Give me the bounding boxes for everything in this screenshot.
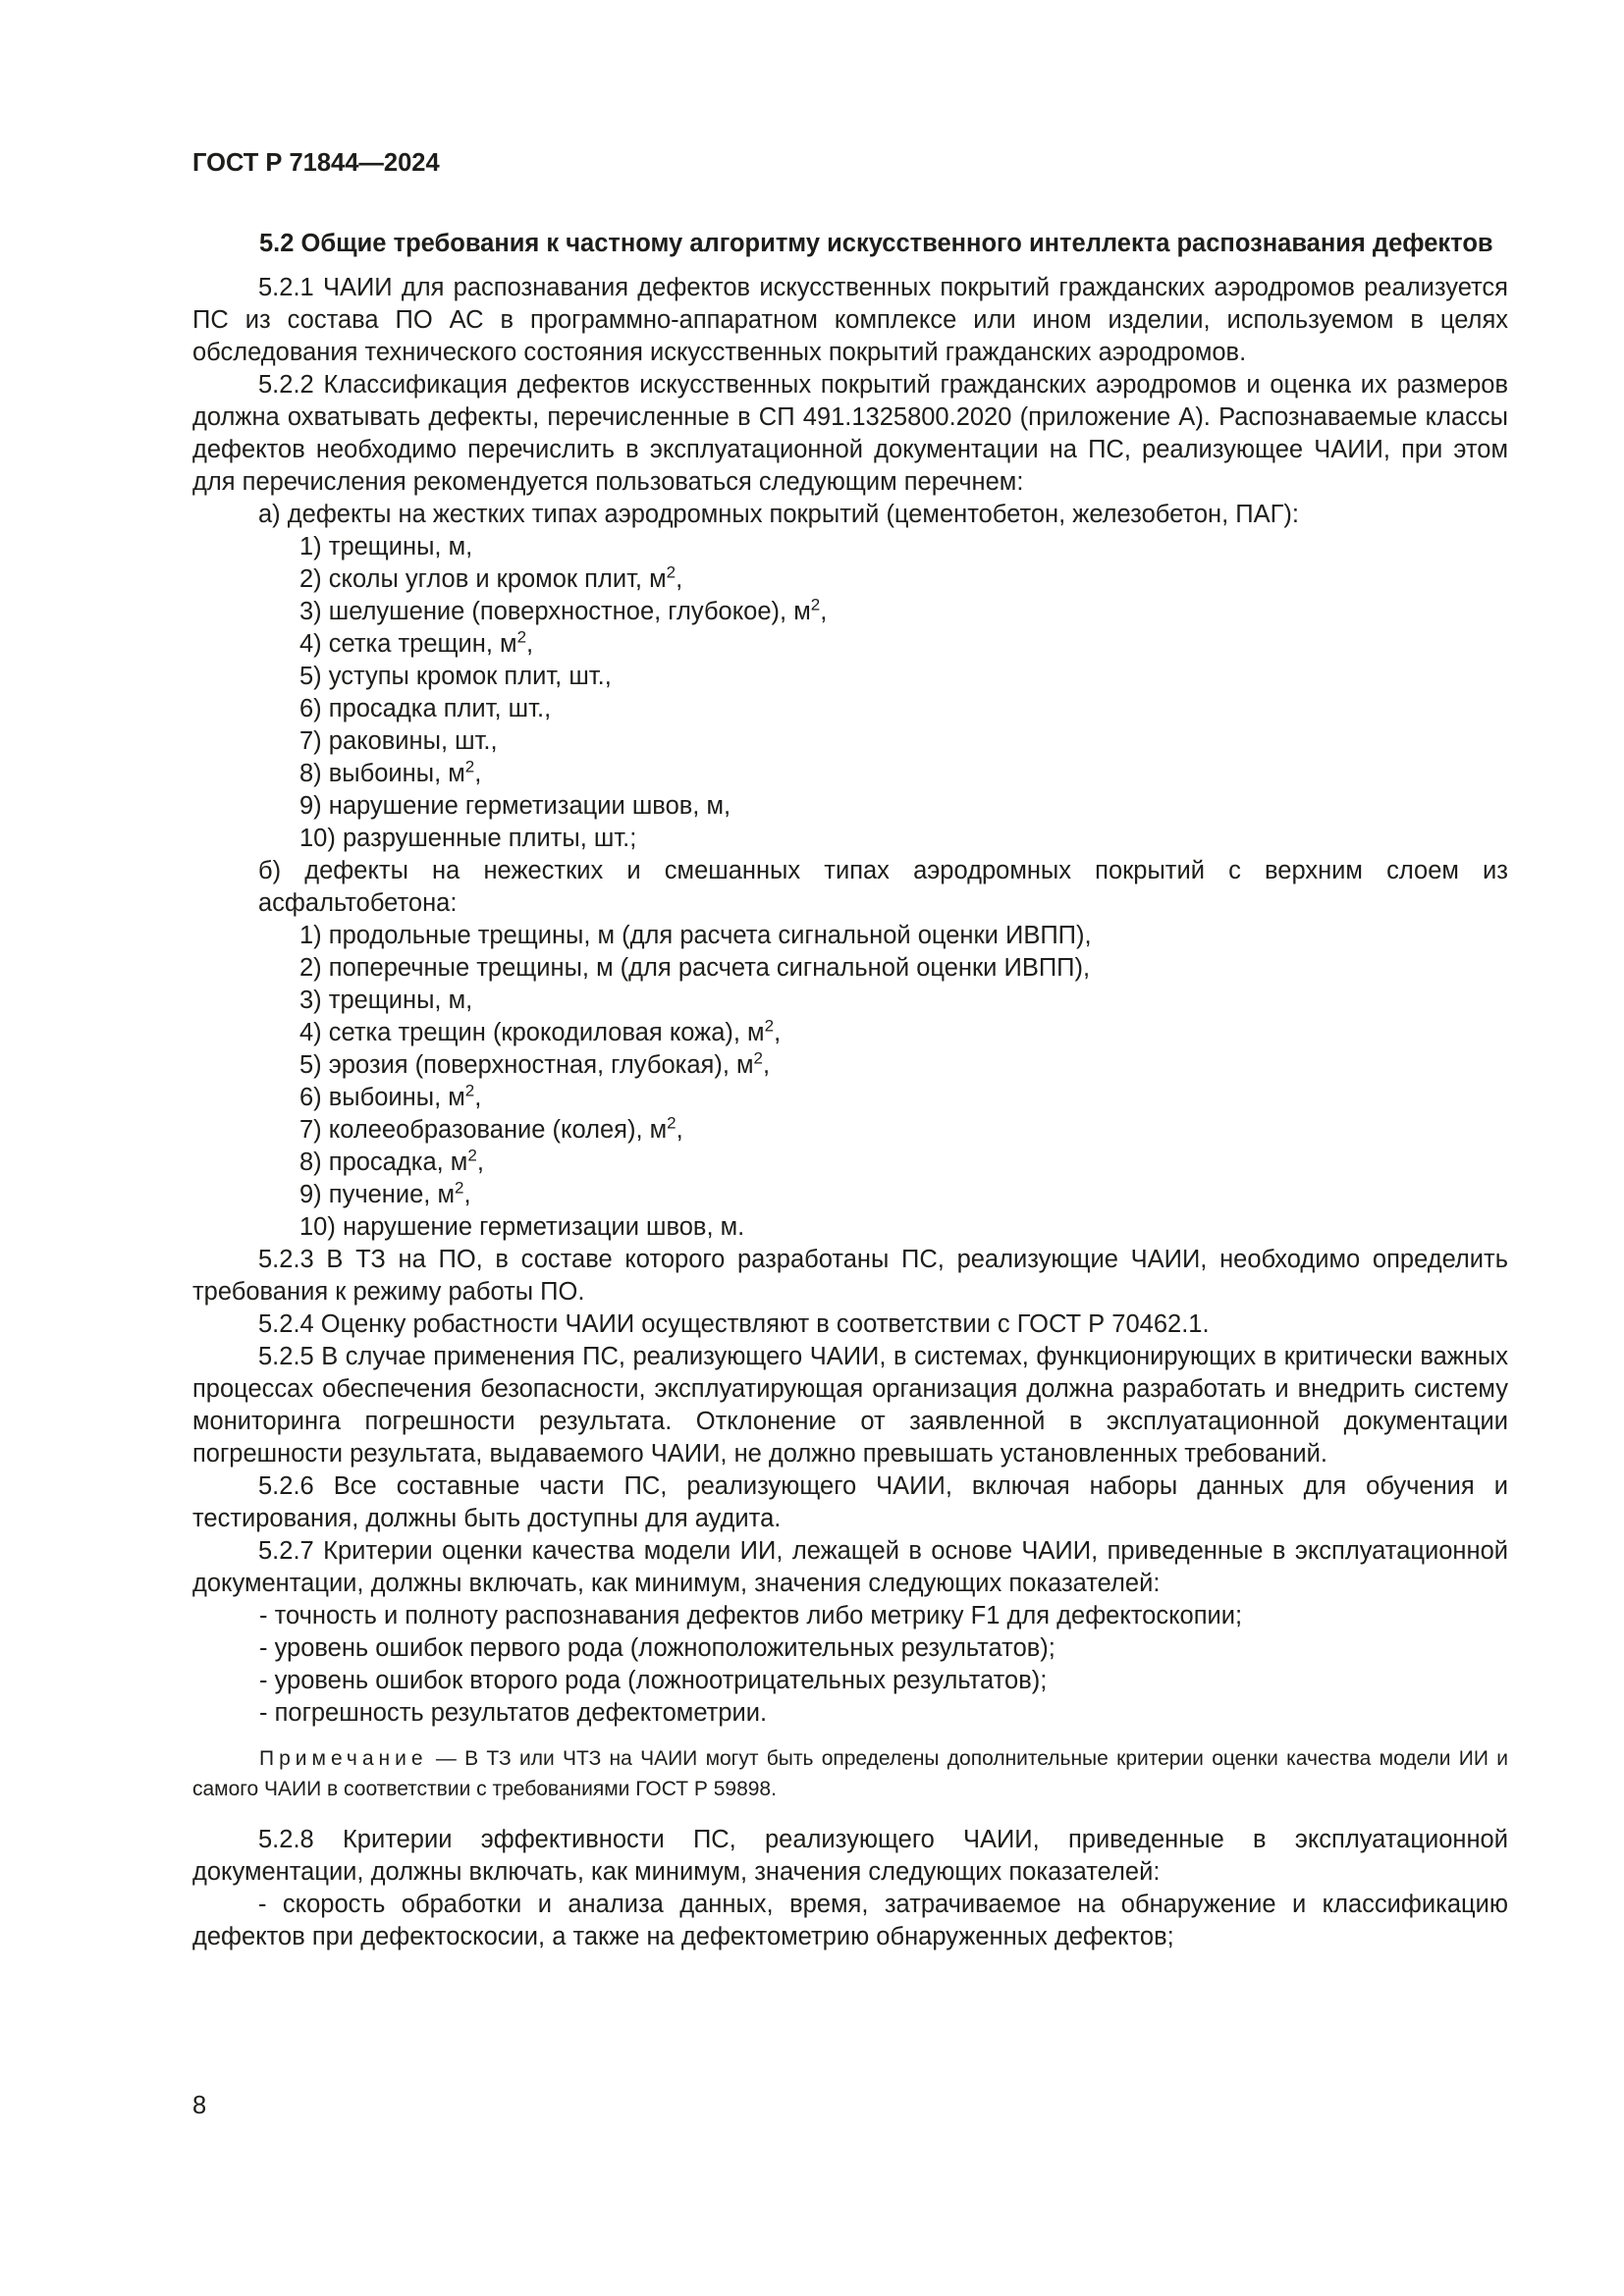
list-item: 4) сетка трещин, $м^2$, — [299, 627, 534, 658]
list-item: - точность и полноту распознавания дефектов либо метрику F1 для дефектоскопии; — [259, 1602, 1243, 1629]
list-item: 7) раковины, шт., — [299, 727, 498, 755]
note-label: Примечание — [259, 1747, 428, 1770]
list-item: 8) выбоины, $м^2$, — [299, 757, 482, 787]
section-title: 5.2 Общие требования к частному алгоритму искусственного интеллекта распознавания дефектов — [259, 230, 1493, 257]
list-item: 10) разрушенные плиты, шт.; — [299, 825, 637, 852]
list-item: - уровень ошибок первого рода (ложноположительных результатов); — [259, 1634, 1056, 1662]
paragraph-5-2-5: 5.2.5 В случае применения ПС, реализующего ЧАИИ, в системах, функционирующих в критически важных процессах обеспечения безопасности, эксплуатирующая организация должна разработать и внедрить систему мониторинга погрешности результата. Отклонение от заявленной в эксплуатационной документации погрешности результата, выдаваемого ЧАИИ, не должно превышать установленных требований. — [192, 1343, 1508, 1468]
list-item: 2) поперечные трещины, м (для расчета сигнальной оценки ИВПП), — [299, 954, 1091, 982]
note — [192, 1743, 1508, 1804]
document-header: ГОСТ Р 71844—2024 — [192, 149, 440, 177]
list-item: 9) пучение, $м^2$, — [299, 1178, 471, 1208]
list-a — [192, 531, 1508, 855]
list-item: - уровень ошибок второго рода (ложноотрицательных результатов); — [259, 1667, 1048, 1694]
list-item: 3) трещины, м, — [299, 987, 473, 1014]
paragraph-5-2-6: 5.2.6 Все составные части ПС, реализующего ЧАИИ, включая наборы данных для обучения и тестирования, должны быть доступны для аудита. — [192, 1472, 1508, 1532]
list-item: 7) колееобразование (колея), $м^2$, — [299, 1113, 683, 1144]
paragraph-5-2-2: 5.2.2 Классификация дефектов искусственных покрытий гражданских аэродромов и оценка их размеров должна охватывать дефекты, перечисленные в СП 491.1325800.2020 (приложение А). Распознаваемые классы дефектов необходимо перечислить в эксплуатационной документации на ПС, реализующее ЧАИИ, при этом для перечисления рекомендуется пользоваться следующим перечнем: — [192, 371, 1508, 496]
list-b-title: б) дефекты на нежестких и смешанных типах аэродромных покрытий с верхним слоем из асфальтобетона: — [258, 857, 1508, 917]
list-item: 2) сколы углов и кромок плит, $м^2$, — [299, 562, 683, 593]
list-a-title: а) дефекты на жестких типах аэродромных покрытий (цементобетон, железобетон, ПАГ): — [258, 501, 1299, 528]
list-item: 1) трещины, м, — [299, 533, 473, 561]
document-body — [192, 228, 1508, 1953]
page-number: 8 — [192, 2092, 207, 2119]
list-item: 6) выбоины, $м^2$, — [299, 1081, 482, 1111]
paragraph-5-2-7: 5.2.7 Критерии оценки качества модели ИИ, лежащей в основе ЧАИИ, приведенные в эксплуатационной документации, должны включать, как минимум, значения следующих показателей: — [192, 1537, 1508, 1597]
list-item: 9) нарушение герметизации швов, м, — [299, 792, 731, 820]
list-item: 10) нарушение герметизации швов, м. — [299, 1213, 745, 1241]
paragraph-5-2-3: 5.2.3 В ТЗ на ПО, в составе которого разработаны ПС, реализующие ЧАИИ, необходимо определить требования к режиму работы ПО. — [192, 1246, 1508, 1306]
list-item: 4) сетка трещин (крокодиловая кожа), $м^2$, — [299, 1016, 782, 1046]
list-item: 5) эрозия (поверхностная, глубокая), $м^2$, — [299, 1048, 771, 1079]
criteria-list — [192, 1600, 1508, 1730]
paragraph-5-2-1: 5.2.1 ЧАИИ для распознавания дефектов искусственных покрытий гражданских аэродромов реализуется ПС из состава ПО АС в программно-аппаратном комплексе или ином изделии, используемом в целях обследования технического состояния искусственных покрытий гражданских аэродромов. — [192, 274, 1508, 366]
note-text: — В ТЗ или ЧТЗ на ЧАИИ могут быть определены дополнительные критерии оценки качества модели ИИ и самого ЧАИИ в соответствии с требованиями ГОСТ Р 59898. — [192, 1747, 1508, 1800]
list-item: - скорость обработки и анализа данных, время, затрачиваемое на обнаружение и классификацию дефектов при дефектоскосии, а также на дефектометрию обнаруженных дефектов; — [192, 1891, 1508, 1950]
paragraph-5-2-8: 5.2.8 Критерии эффективности ПС, реализующего ЧАИИ, приведенные в эксплуатационной документации, должны включать, как минимум, значения следующих показателей: — [192, 1826, 1508, 1886]
list-item: 8) просадка, $м^2$, — [299, 1146, 484, 1176]
list-b — [192, 920, 1508, 1244]
list-item: - погрешность результатов дефектометрии. — [259, 1699, 768, 1727]
paragraph-5-2-4: 5.2.4 Оценку робастности ЧАИИ осуществляют в соответствии с ГОСТ Р 70462.1. — [258, 1310, 1210, 1338]
list-item: 3) шелушение (поверхностное, глубокое), $м^2$, — [299, 595, 828, 625]
efficiency-list — [192, 1889, 1508, 1953]
list-item: 6) просадка плит, шт., — [299, 695, 552, 722]
list-item: 5) уступы кромок плит, шт., — [299, 663, 612, 690]
list-item: 1) продольные трещины, м (для расчета сигнальной оценки ИВПП), — [299, 922, 1092, 949]
